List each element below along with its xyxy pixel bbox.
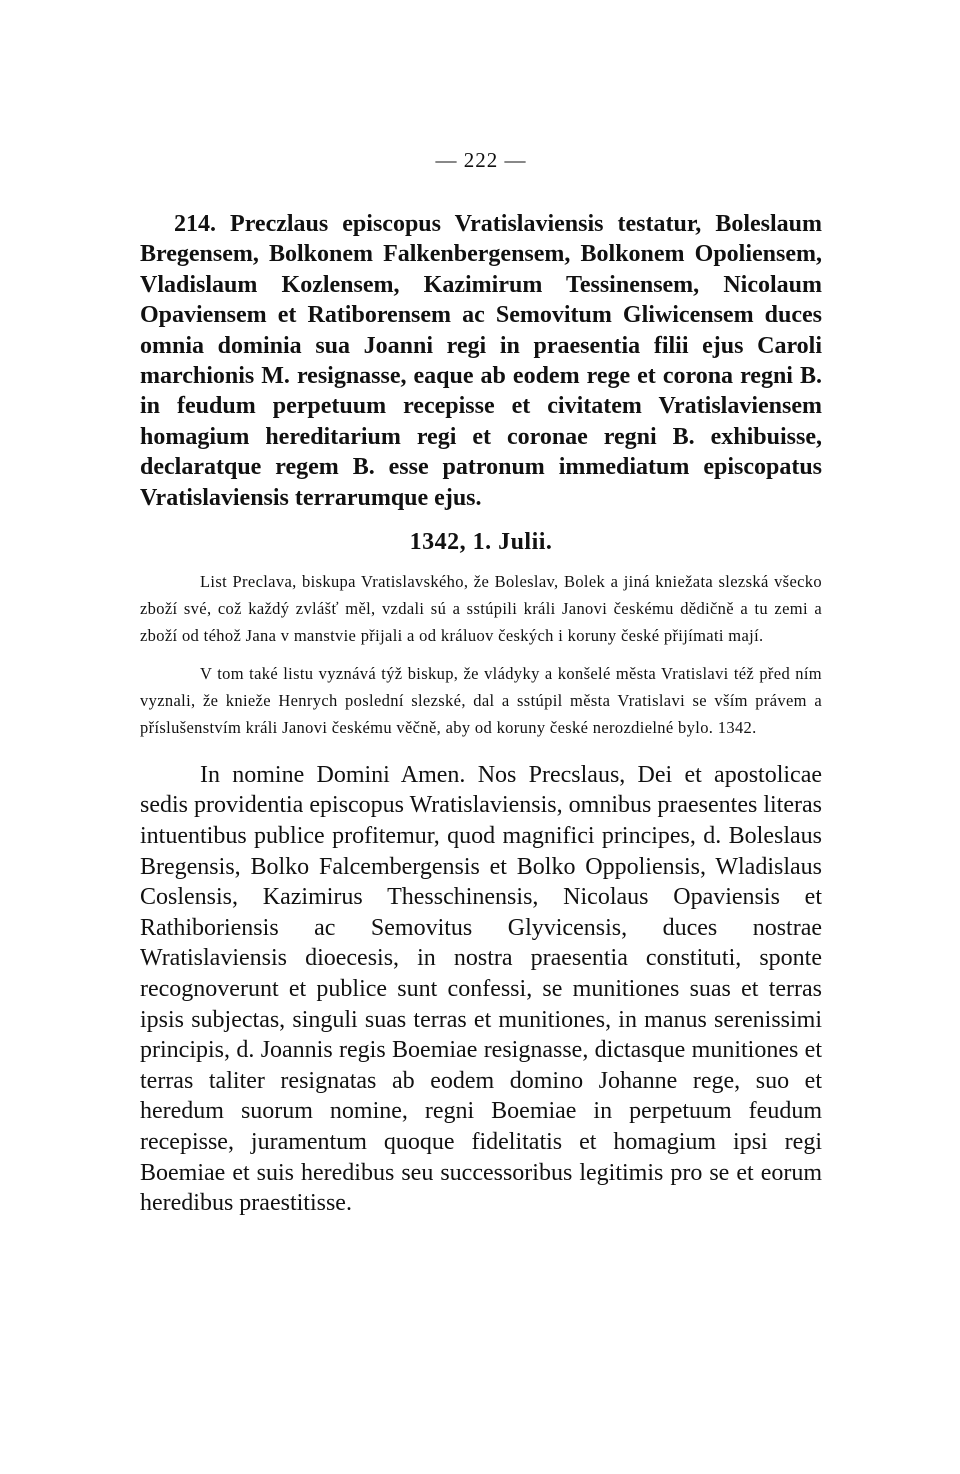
document-date: 1342, 1. Julii. [409, 529, 553, 556]
latin-charter-text: In nomine Domini Amen. Nos Precslaus, Dei et apostolicae sedis providentia episcopus Wratislaviensis, omnibus praesentes literas intuentibus publice profitemur, quod magnifici principes, d. Boleslaus Bregensis, Bolko Falcembergensis et Bolko Oppoliensis, Wladislaus Coslensis, Kazimirus Thesschinensis, Nicolaus Opaviensis et Rathiboriensis ac Semovitus Glyvicensis, duces nostrae Wratislaviensis dioecesis, in nostra praesentia constituti, sponte recognoverunt et publice sunt confessi, se munitiones suas et terras ipsis subjectas, singuli suas terras et munitiones, in manus serenissimi principis, d. Joannis regis Boemiae resignasse, dictasque munitiones et terras taliter resignatas ab eodem domino Johanne rege, suo et heredum suorum nomine, regni Boemiae in perpetuum feudum recepisse, juramentum quoque fidelitatis et homagium ipsi regi Boemiae et suis heredibus seu successoribus legitimis pro se et eorum heredibus praestitisse. [140, 761, 822, 1217]
regest-paragraph: 214. Preczlaus episcopus Vratislaviensis testatur, Boleslaum Bregensem, Bolkonem Falkenbergensem, Bolkonem Opoliensem, Vladislaum Kozlensem, Kazimirum Tessinensem, Nicolaum Opaviensem et Ratiborensem ac Semovitum Gliwicensem duces omnia dominia sua Joanni regi in praesentia filii ejus Caroli marchionis M. resignasse, eaque ab eodem rege et corona regni B. in feudum perpetuum recepisse et civitatem Vratislaviensem homagium hereditarium regi et coronae regni B. exhibuisse, declaratque regem B. esse patronum immediatum episcopatus Vratislaviensis terrarumque ejus. [140, 211, 822, 511]
page-number: — 222 — [435, 148, 527, 172]
document-page [140, 145, 822, 1219]
czech-summary-paragraph-2: V tom také listu vyznává týž biskup, že vládyky a konšelé města Vratislavi též před ním vyznali, že knieže Henrych poslední slezské, dal a sstúpil města Vratislavi se vším právem a příslušenstvím králi Janovi českému věčně, aby od koruny české nerozdielné bylo. 1342. [140, 664, 822, 738]
czech-summary-paragraph-1: List Preclava, biskupa Vratislavského, že Boleslav, Bolek a jiná kniežata slezská všecko zboží své, což každý zvlášť měl, vzdali sú a sstúpili králi Janovi českému dědičně a tu zemi a zboží od téhož Jana v manstvie přijali a od králuov českých i koruny české přijímati mají. [140, 572, 822, 645]
